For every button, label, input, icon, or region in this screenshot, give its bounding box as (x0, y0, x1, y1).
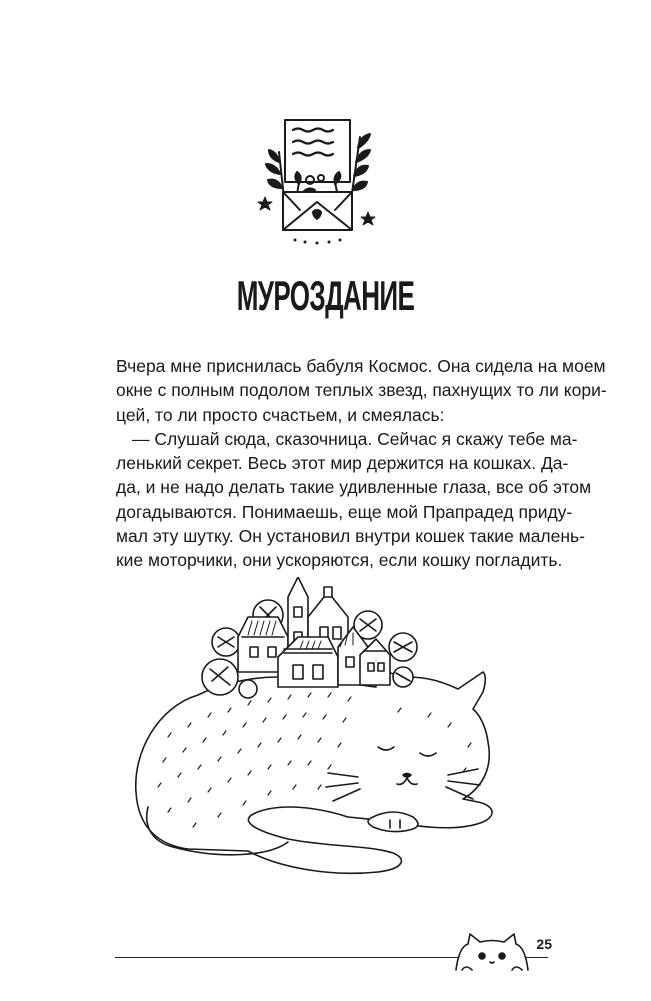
envelope-letter-icon (255, 112, 380, 247)
text-line: цей, то ли просто счастьем, и смеялась: (116, 404, 445, 425)
text-line: Вчера мне приснилась бабуля Космос. Она сидела на моем (116, 356, 606, 376)
text-line: окне с полным подолом теплых звезд, пахнущих то ли кори- (116, 380, 607, 401)
text-line: ленький секрет. Весь этот мир держится на кошках. Да- (116, 453, 569, 474)
chapter-title: МУРОЗДАНИЕ (236, 272, 415, 319)
sleeping-cat-town-illustration (128, 577, 532, 897)
text-line: мал эту шутку. Он установил внутри кошек такие малень- (116, 526, 585, 547)
peeking-cat-icon (448, 932, 536, 972)
page-number: 25 (536, 936, 552, 952)
body-text (116, 354, 607, 573)
text-line: кие моторчики, они ускоряются, если кошку погладить. (116, 550, 563, 571)
text-line: догадываются. Понимаешь, еще мой Прапрадед приду- (116, 501, 573, 522)
text-line: да, и не надо делать такие удивленные глаза, все об этом (116, 477, 592, 498)
text-line: — Слушай сюда, сказочница. Сейчас я скажу тебе ма- (132, 428, 578, 449)
